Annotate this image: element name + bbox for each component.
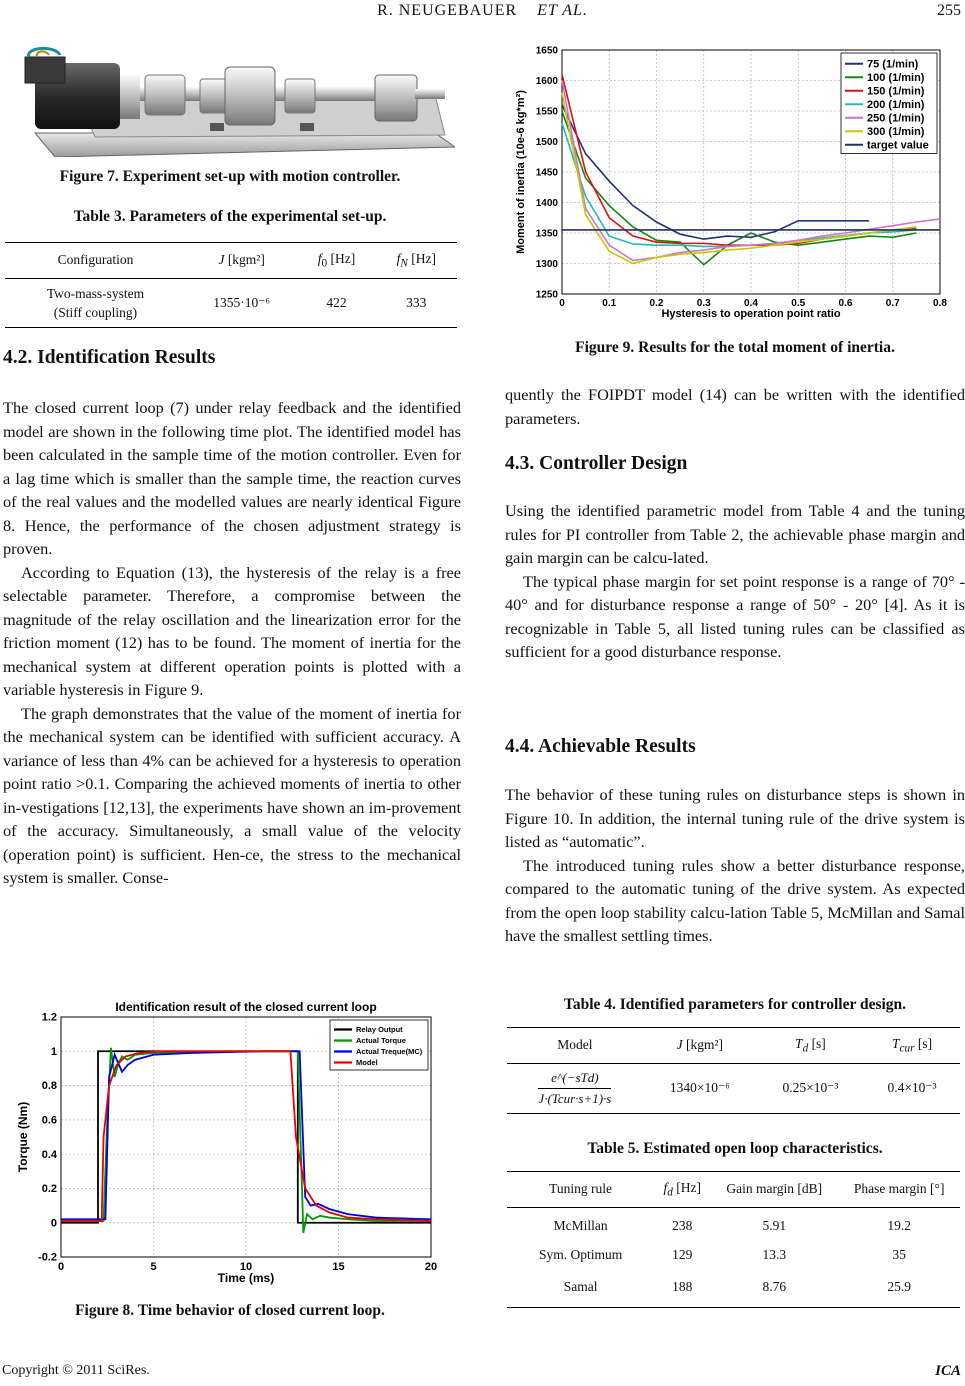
table4-header-tcur: $T_{cur}$ [s] (864, 1028, 960, 1064)
footer-journal: ICA (935, 1363, 961, 1379)
x-tick-label: 0 (57, 1261, 65, 1273)
x-axis-label: Time (ms) (217, 1271, 275, 1285)
right-paragraph-4: The introduced tuning rules show a better disturbance response, compared to the automatic tuning of the drive system. As expected from the open loop stability calcu-lation Table 5, McMillan and Samal have the smallest settling times. (505, 855, 965, 945)
x-tick-label: 10 (239, 1261, 253, 1273)
legend-label: target value (867, 139, 929, 152)
transfer-function-formula (538, 1070, 611, 1107)
table3-header-j: J [kgm²] (186, 243, 297, 279)
legend-label: 75 (1/min) (867, 58, 919, 71)
formula-numerator: e^(−sTd) (538, 1070, 611, 1089)
x-tick-label: 0.4 (744, 298, 758, 309)
table3-config-line2: (Stiff coupling) (53, 304, 138, 320)
table5-header-rule: Tuning rule (507, 1172, 654, 1208)
table5-cell: 5.91 (762, 1217, 787, 1233)
page-number: 255 (937, 2, 961, 19)
y-tick-label: 1300 (535, 258, 558, 270)
figure8-chart (15, 985, 445, 1290)
table5-header-gain: Gain margin [dB] (710, 1172, 838, 1208)
figure9-caption: Figure 9. Results for the total moment of inertia. (575, 339, 895, 356)
legend-label: Relay Output (356, 1025, 403, 1034)
table5-cell: 19.2 (887, 1217, 911, 1233)
x-tick-label: 0.6 (838, 298, 853, 309)
table-row (507, 1207, 960, 1239)
legend-label: Actual Torque (356, 1036, 406, 1045)
table5-caption: Table 5. Estimated open loop characteristics. (587, 1140, 883, 1157)
y-tick-label: 0.8 (41, 1080, 57, 1093)
x-tick-label: 0.8 (933, 298, 947, 309)
y-tick-label: 1250 (535, 289, 558, 301)
y-tick-label: 1350 (535, 228, 558, 240)
table3-cell-f0: 422 (297, 278, 375, 327)
y-tick-label: 1600 (535, 75, 558, 87)
table5-cell: 35 (892, 1246, 906, 1262)
figure7-image (15, 45, 455, 157)
table5-cell: Samal (507, 1271, 654, 1308)
table5-header-fd: $f_d$ [Hz] (654, 1172, 710, 1208)
table3 (5, 242, 457, 328)
right-paragraph-2: The typical phase margin for set point response is a range of 70° - 40° and for disturbance response a range of 50° - 20° [4]. As it is recognizable in Table 5, all listed tuning rules can be classified as sufficient for a good disturbance response. (505, 571, 965, 661)
header-authors: R. NEUGEBAUER (377, 2, 518, 19)
table5-cell: Sym. Optimum (538, 1246, 623, 1262)
table3-caption: Table 3. Parameters of the experimental set-up. (73, 208, 387, 225)
table4-caption: Table 4. Identified parameters for controller design. (563, 996, 907, 1013)
y-axis-label: Torque (Nm) (16, 1101, 30, 1173)
right-column-text-bottom (505, 783, 965, 948)
section-4-4-heading: 4.4. Achievable Results (505, 736, 696, 757)
section-4-3-heading: 4.3. Controller Design (505, 453, 688, 474)
left-paragraph-3: The graph demonstrates that the value of the moment of inertia for the mechanical system can be identified with sufficient accuracy. A variance of less than 4% can be achieved for a hysteresis to operation point ratio >0.1. Comparing the achieved moments of inertia to other in-vestigations [12,13], the experiments have shown an im-provement of the accuracy. Simultaneously, a small value of the velocity (operation point) is sufficient. Hen-ce, the stress to the mechanical system is smaller. Conse- (3, 703, 461, 887)
table-row (5, 278, 457, 327)
x-tick-label: 0 (559, 298, 565, 309)
figure9-chart (512, 40, 960, 325)
figure7-caption: Figure 7. Experiment set-up with motion controller. (59, 168, 401, 185)
x-tick-label: 0.1 (602, 298, 617, 309)
y-tick-label: 1550 (535, 106, 558, 118)
y-tick-label: 1500 (535, 136, 558, 148)
table4-header-model: Model (507, 1028, 643, 1064)
y-tick-label: 1400 (535, 197, 558, 209)
figure8-svg (15, 985, 445, 1290)
header-et-al: ET AL. (537, 2, 588, 19)
y-tick-label: 0 (50, 1217, 57, 1230)
table5-cell: 25.9 (838, 1271, 960, 1308)
y-tick-label: 0.6 (41, 1114, 57, 1127)
x-tick-label: 5 (150, 1261, 157, 1273)
y-axis-label: Moment of inertia (10e-6 kg*m²) (515, 90, 527, 254)
left-paragraph-1: The closed current loop (7) under relay feedback and the identified model are shown in the following time plot. The identified model has been calculated in the sample time of the motion controller. Even for a lag time which is smaller than the sample time, the reaction curves of the real values and the modelled values are nearly identical Figure 8. Hence, the performance of the chosen adjustment strategy is proven. (3, 398, 461, 558)
right-paragraph-1: Using the identified parametric model from Table 4 and the tuning rules for PI controller from Table 2, the achievable phase margin and gain margin can be calcu-lated. (505, 501, 965, 567)
y-tick-label: -0.2 (38, 1251, 57, 1264)
right-paragraph-0: quently the FOIPDT model (14) can be written with the identified parameters. (505, 385, 965, 428)
experiment-setup-drawing (15, 45, 455, 157)
table3-header-fn: $f_N$ [Hz] (376, 243, 457, 279)
table3-config-line1: Two-mass-system (46, 285, 145, 301)
y-tick-label: 1450 (535, 167, 558, 179)
y-tick-label: 1.2 (41, 1011, 57, 1024)
left-paragraph-2: According to Equation (13), the hysteresis of the relay is a free selectable parameter. Therefore, a compromise between the magnitude of the relay oscillation and the linearization error for the friction moment (12) has to be found. The moment of inertia for the mechanical system at different operation points is plotted with a variable hysteresis in Figure 9. (3, 562, 461, 699)
x-axis-label: Hysteresis to operation point ratio (661, 308, 841, 320)
table4-cell-j: 1340×10⁻⁶ (643, 1063, 757, 1113)
y-tick-label: 1 (50, 1045, 57, 1058)
y-tick-label: 0.4 (41, 1148, 57, 1161)
x-tick-label: 0.3 (696, 298, 711, 309)
legend-label: 100 (1/min) (867, 71, 925, 84)
legend-label: 250 (1/min) (867, 112, 925, 125)
table-row (507, 1063, 960, 1113)
running-header (0, 2, 965, 20)
table5-cell: 13.3 (762, 1246, 787, 1262)
x-tick-label: 0.5 (791, 298, 806, 309)
footer-copyright: Copyright © 2011 SciRes. (2, 1363, 150, 1378)
table4-cell-tcur: 0.4×10⁻³ (864, 1063, 960, 1113)
table3-cell-j: 1355·10⁻⁶ (186, 278, 297, 327)
table3-header-config: Configuration (5, 243, 186, 279)
x-tick-label: 0.2 (649, 298, 664, 309)
figure8-caption: Figure 8. Time behavior of closed current loop. (75, 1302, 385, 1319)
table-row (507, 1271, 960, 1308)
y-tick-label: 0.2 (41, 1183, 57, 1196)
table3-cell-fn: 333 (376, 278, 457, 327)
x-tick-label: 0.7 (885, 298, 900, 309)
legend-label: 200 (1/min) (867, 98, 925, 111)
table5-cell: 8.76 (710, 1271, 838, 1308)
figure9-svg (512, 40, 960, 325)
table3-header-f0: $f_0$ [Hz] (297, 243, 375, 279)
table5-header-phase: Phase margin [°] (838, 1172, 960, 1208)
table4-cell-td: 0.25×10⁻³ (757, 1063, 864, 1113)
legend-label: Actual Treque(MC) (356, 1047, 423, 1056)
right-paragraph-3: The behavior of these tuning rules on disturbance steps is shown in Figure 10. In addition, the internal tuning rule of the drive system is listed as “automatic”. (505, 785, 965, 851)
section-4-2-heading: 4.2. Identification Results (3, 347, 216, 368)
legend-label: 300 (1/min) (867, 125, 925, 138)
y-tick-label: 1650 (535, 45, 558, 57)
table5 (507, 1171, 960, 1308)
table5-cell: McMillan (553, 1217, 608, 1233)
x-tick-label: 15 (332, 1261, 345, 1273)
table-row (507, 1239, 960, 1271)
table5-cell: 129 (672, 1246, 693, 1262)
left-column-text (3, 396, 461, 890)
chart-title: Identification result of the closed current loop (115, 1000, 377, 1014)
legend-label: 150 (1/min) (867, 85, 925, 98)
table5-cell: 238 (672, 1217, 693, 1233)
right-column-text-top (505, 383, 965, 430)
formula-denominator: J·(Tcur·s+1)·s (538, 1090, 612, 1106)
table5-cell: 188 (654, 1271, 710, 1308)
series-line (61, 1051, 431, 1221)
table4 (507, 1027, 960, 1114)
x-tick-label: 20 (424, 1261, 438, 1273)
legend-label: Model (356, 1058, 378, 1067)
right-column-text-mid (505, 499, 965, 664)
table4-header-j: J [kgm²] (643, 1028, 757, 1064)
table4-header-td: $T_d$ [s] (757, 1028, 864, 1064)
